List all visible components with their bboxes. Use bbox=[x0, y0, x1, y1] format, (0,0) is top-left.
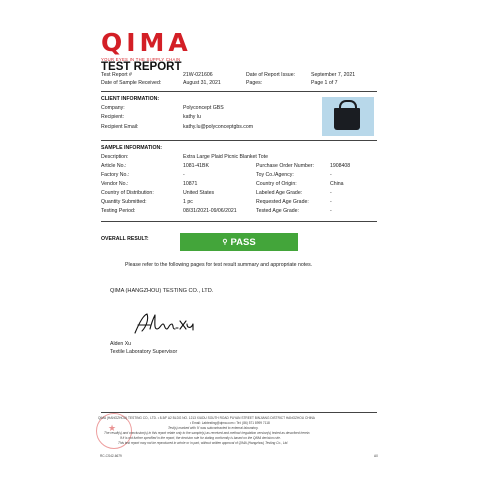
sample-heading: SAMPLE INFORMATION: bbox=[101, 145, 162, 151]
report-number-label: Test Report # bbox=[101, 72, 132, 78]
handwritten-signature-icon bbox=[132, 311, 196, 337]
report-number: 21W-021606 bbox=[183, 72, 213, 78]
footer-decision-note: If it is not further specified in the report, the decision rule for stating conformity is based on the QIMA decision rule. bbox=[120, 436, 281, 440]
po-value: 1908408 bbox=[330, 163, 351, 169]
signer-title: Textile Laboratory Supervisor bbox=[110, 349, 178, 355]
company-label: Company: bbox=[101, 105, 125, 111]
requested-age-label: Requested Age Grade: bbox=[256, 199, 309, 205]
quantity-label: Quantity Submitted: bbox=[101, 199, 147, 205]
issue-date: September 7, 2021 bbox=[311, 72, 356, 78]
lab-name: QIMA (HANGZHOU) TESTING CO., LTD. bbox=[110, 288, 214, 294]
vendor-label: Vendor No.: bbox=[101, 181, 129, 187]
origin-value: China bbox=[330, 181, 344, 187]
tested-age-value: - bbox=[330, 208, 332, 214]
company-value: Polyconcept GBS bbox=[183, 105, 224, 111]
tested-age-label: Tested Age Grade: bbox=[256, 208, 299, 214]
section-divider bbox=[101, 221, 377, 222]
vendor-value: 10871 bbox=[183, 181, 198, 187]
footer-subcontract-note: Test(s) marked with '#' was subcontracted to external laboratory. bbox=[168, 426, 259, 430]
star-icon: ★ bbox=[108, 423, 117, 433]
labeled-age-label: Labeled Age Grade: bbox=[256, 190, 303, 196]
po-label: Purchase Order Number: bbox=[256, 163, 314, 169]
requested-age-value: - bbox=[330, 199, 332, 205]
qima-logo: QIMA bbox=[101, 28, 192, 57]
quantity-value: 1 pc bbox=[183, 199, 193, 205]
product-photo bbox=[322, 97, 374, 136]
footer-contact: • Email: Labtesting@qima.com • Tel: (86) 571 8999 7118 bbox=[190, 421, 270, 425]
factory-label: Factory No.: bbox=[101, 172, 130, 178]
footer-reproduction-note: This test report may not be reproduced in whole or in part, without written approval of QIMA (Hangzhou) Testing Co., Ltd. bbox=[118, 441, 289, 445]
article-value: 1081-41BK bbox=[183, 163, 209, 169]
agency-label: Toy Co./Agency: bbox=[256, 172, 294, 178]
section-divider bbox=[101, 140, 377, 141]
distribution-label: Country of Distribution: bbox=[101, 190, 154, 196]
labeled-age-value: - bbox=[330, 190, 332, 196]
pages-label: Pages: bbox=[246, 80, 263, 86]
overall-result-label: OVERALL RESULT: bbox=[101, 236, 149, 242]
received-date-label: Date of Sample Received: bbox=[101, 80, 162, 86]
footer-results-note: The result(s) and conclusion(s) in this report relate only to the sample(s) as received and method /regulation version(s) tested as described herein. bbox=[104, 431, 311, 435]
report-title: TEST REPORT bbox=[101, 61, 182, 73]
article-label: Article No.: bbox=[101, 163, 127, 169]
issue-date-label: Date of Report Issue: bbox=[246, 72, 296, 78]
email-label: Recipient Email: bbox=[101, 124, 139, 130]
footer-divider bbox=[101, 412, 377, 413]
testing-period-value: 08/31/2021-09/06/2021 bbox=[183, 208, 237, 214]
email-value: kathy.lu@polyconceptgbs.com bbox=[183, 124, 254, 130]
recipient-value: kathy lu bbox=[183, 114, 201, 120]
origin-label: Country of Origin: bbox=[256, 181, 297, 187]
tote-bag-image bbox=[334, 108, 360, 130]
pages-value: Page 1 of 7 bbox=[311, 80, 338, 86]
recipient-label: Recipient: bbox=[101, 114, 125, 120]
pass-badge bbox=[180, 233, 298, 251]
lightbulb-icon: ⚲ bbox=[222, 239, 228, 246]
description-value: Extra Large Plaid Picnic Blanket Tote bbox=[183, 154, 268, 160]
form-suffix: A0 bbox=[374, 454, 378, 458]
footer-address: QIMA (HANGZHOU) TESTING CO., LTD. • 8-5/F A2 BLDG NO. 1213 XIUDU SOUTH ROAD PUYAN STREET BINJIANG DISTRICT HANGZHOU CHINA bbox=[98, 416, 315, 420]
pass-text: PASS bbox=[230, 236, 256, 248]
client-heading: CLIENT INFORMATION: bbox=[101, 96, 160, 102]
received-date: August 31, 2021 bbox=[183, 80, 221, 86]
signer-name: Alden Xu bbox=[110, 341, 132, 347]
logo-tagline: YOUR EYES IN THE SUPPLY CHAIN bbox=[101, 57, 181, 62]
distribution-value: United States bbox=[183, 190, 215, 196]
factory-value: - bbox=[183, 172, 185, 178]
result-note: Please refer to the following pages for test result summary and appropriate notes. bbox=[125, 262, 313, 268]
testing-period-label: Testing Period: bbox=[101, 208, 136, 214]
description-label: Description: bbox=[101, 154, 129, 160]
form-code: RC-CS42-6679 bbox=[100, 454, 122, 458]
section-divider bbox=[101, 91, 377, 92]
agency-value: - bbox=[330, 172, 332, 178]
